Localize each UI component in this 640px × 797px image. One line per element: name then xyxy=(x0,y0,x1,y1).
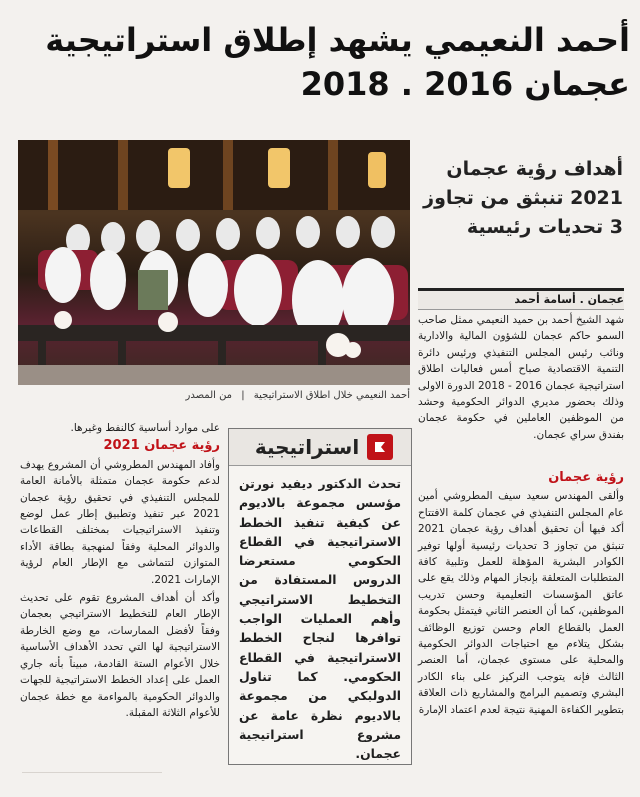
paragraph-project-objectives: وأكد أن أهداف المشروع تقوم على تحديث الإطار العام للتخطيط الاستراتيجي بعجمان وفقاً لأفضل الممارسات، مع وضع الخارطة الاستراتيجية لها التي تحدد الأهداف الأساسية خلال الأعوام الستة القادمة، مبيناً بأنه جاري العمل على إعداد الخطط الاستراتيجية للجهات والدوائر الحكومية بالمواءمة مع خطة عجمان للأعوام الثلاثة المقبلة. xyxy=(20,592,220,719)
sidebar-box-body: تحدث الدكتور ديفيد نورتن مؤسس مجموعة بالاديوم عن كيفية تنفيذ الخطط الاستراتيجية في القطاع الحكومي مستعرضا الدروس المستفادة من التخطيط الاستراتيجي وأهم العمليات الواجب توافرها لنجاح الخطط الاستراتيجية في القطاع الحكومي. كما تناول الدولبكي من مجموعة بالاديوم نظرة عامة عن مشروع استراتيجية عجمان. xyxy=(239,476,401,762)
caption-text: أحمد النعيمي خلال اطلاق الاستراتيجية xyxy=(253,390,410,401)
article-headline xyxy=(40,18,630,106)
paragraph-speech: وألقى المهندس سعيد سيف المطروشي أمين عام المجلس التنفيذي في عجمان كلمة الافتتاح أكد فيها أن تحقيق أهداف رؤية عجمان 2021 تنبثق من تجاوز 3 تحديات رئيسية أولها توفير الكوادر البشرية المؤهلة للعمل وتلبية كافة المتطلبات المتعلقة بإنجاز المهام وذلك يقع على عاتق المؤسسات التعليمية وحسن تدريب الموظفين، كما أن العنصر الثاني فيتمثل بحكومة العمل بالقطاع العام وحسن توزيع الوظائف بشكل يتلاءم مع احتياجات الدوائر الحكومية والمحلية على مستوى عجمان، أما العنصر الثالث فإنه يتوجب التركيز على بناء الكادر البشري وتصميم البرامج والمشاريع ذات العلاقة بتطوير الكفاءة المهنية نتيجة لعدم اعتماد الإمارة xyxy=(418,490,624,716)
sidebar-box-header xyxy=(229,429,411,466)
caption-separator: | xyxy=(241,390,245,401)
section-heading-vision: رؤية عجمان xyxy=(548,470,624,485)
column-right-bottom xyxy=(418,470,624,720)
strategy-logo-icon xyxy=(367,434,393,460)
paragraph-continued: على موارد أساسية كالنفط وغيرها. xyxy=(70,422,220,434)
event-photo xyxy=(18,140,410,385)
page-bottom-rule xyxy=(22,772,162,785)
headline-line-1: أحمد النعيمي يشهد إطلاق استراتيجية xyxy=(45,21,630,59)
sidebar-box-strategy xyxy=(228,428,412,765)
headline-line-2: عجمان 2016 . 2018 xyxy=(300,65,630,103)
byline: عجمان . أسامة أحمد xyxy=(418,288,624,310)
article-subheadline: أهداف رؤية عجمان 2021 تنبثق من تجاوز 3 تحديات رئيسية xyxy=(423,158,623,238)
column-right-top xyxy=(418,312,624,445)
section-heading-vision-2021: رؤية عجمان 2021 xyxy=(103,438,220,454)
sidebar-box-title: استراتيجية xyxy=(254,435,360,459)
event-photo-illustration xyxy=(18,140,410,385)
photo-caption xyxy=(18,390,410,401)
column-left xyxy=(20,420,220,723)
paragraph-intro: شهد الشيخ أحمد بن حميد النعيمي ممثل صاحب السمو حاكم عجمان للشؤون المالية والادارية ونائب رئيس المجلس التنفيذي ورئيس دائرة التنمية الاقتصادية صباح أمس فعاليات اطلاق استراتيجية عجمان 2016 - 2018 الدورة الاولى وذلك بحضور مديري الدوائر الحكومية وحشد من الموظفين العاملين في حكومة عجمان بفندق سراي عجمان. xyxy=(418,314,625,441)
caption-source: من المصدر xyxy=(185,390,233,401)
paragraph-project-goal: وأفاد المهندس المطروشي أن المشروع يهدف لدعم حكومة عجمان متمثلة بالأمانة العامة للمجلس التنفيذي في تحقيق رؤية عجمان 2021 عبر تنفيذ وتطبيق إطار عمل لوضع وتنفيذ الاستراتيجيات بمختلف القطاعات والدوائر المحلية وفقاً لمنهجية بطاقة الأداء المتوازن لتتماشى مع الإطار العام لرؤية الإمارات 2021. xyxy=(20,458,220,586)
